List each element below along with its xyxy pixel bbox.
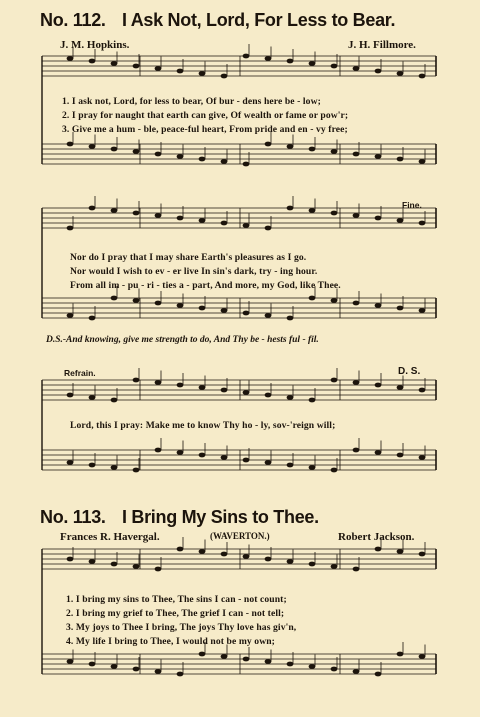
- note-head: [243, 311, 250, 316]
- note-head: [287, 463, 294, 468]
- note-head: [375, 383, 382, 388]
- note-head: [199, 453, 206, 458]
- note-head: [89, 144, 96, 149]
- note-head: [221, 74, 228, 79]
- note-head: [353, 567, 360, 572]
- note-head: [353, 152, 360, 157]
- note-head: [353, 213, 360, 218]
- note-head: [419, 654, 426, 659]
- note-head: [221, 552, 228, 557]
- note-head: [133, 298, 140, 303]
- note-head: [397, 453, 404, 458]
- note-head: [309, 664, 316, 669]
- note-head: [133, 667, 140, 672]
- note-head: [111, 296, 118, 301]
- note-head: [265, 393, 272, 398]
- staff: [42, 144, 436, 164]
- note-head: [155, 66, 162, 71]
- note-head: [287, 144, 294, 149]
- note-head: [199, 652, 206, 657]
- note-head: [89, 463, 96, 468]
- note-head: [397, 652, 404, 657]
- note-head: [375, 672, 382, 677]
- note-head: [397, 218, 404, 223]
- note-head: [155, 448, 162, 453]
- staff: [42, 298, 436, 318]
- hymn-112-line2-stanza-1: Nor do I pray that I may share Earth's pleasures as I go.: [70, 252, 307, 263]
- hymn-113-author: Frances R. Havergal.: [60, 531, 160, 543]
- note-head: [89, 395, 96, 400]
- note-head: [309, 147, 316, 152]
- note-head: [353, 669, 360, 674]
- note-head: [177, 303, 184, 308]
- note-head: [331, 211, 338, 216]
- note-head: [199, 385, 206, 390]
- note-head: [331, 468, 338, 473]
- note-head: [111, 208, 118, 213]
- note-head: [155, 669, 162, 674]
- note-head: [67, 142, 74, 147]
- note-head: [177, 672, 184, 677]
- note-head: [375, 547, 382, 552]
- note-head: [397, 306, 404, 311]
- note-head: [265, 226, 272, 231]
- note-head: [221, 308, 228, 313]
- note-head: [419, 159, 426, 164]
- note-head: [287, 395, 294, 400]
- note-head: [331, 667, 338, 672]
- note-head: [353, 66, 360, 71]
- note-head: [133, 211, 140, 216]
- note-head: [419, 308, 426, 313]
- note-head: [221, 159, 228, 164]
- note-head: [221, 654, 228, 659]
- note-head: [199, 218, 206, 223]
- note-head: [155, 152, 162, 157]
- note-head: [353, 448, 360, 453]
- note-head: [221, 455, 228, 460]
- note-head: [155, 301, 162, 306]
- note-head: [133, 149, 140, 154]
- hymn-113-number: No. 113.: [40, 507, 106, 527]
- note-head: [67, 226, 74, 231]
- note-head: [177, 383, 184, 388]
- note-head: [89, 206, 96, 211]
- note-head: [397, 157, 404, 162]
- note-head: [309, 562, 316, 567]
- note-head: [419, 455, 426, 460]
- note-head: [111, 147, 118, 152]
- note-head: [221, 221, 228, 226]
- note-head: [419, 552, 426, 557]
- note-head: [67, 313, 74, 318]
- note-head: [221, 388, 228, 393]
- note-head: [375, 303, 382, 308]
- note-head: [89, 59, 96, 64]
- note-head: [199, 157, 206, 162]
- hymn-113-stanza-2: 2. I bring my grief to Thee, The grief I can - not tell;: [66, 608, 285, 619]
- note-head: [67, 659, 74, 664]
- note-head: [331, 378, 338, 383]
- hymn-112-heading: [40, 10, 460, 31]
- note-head: [331, 149, 338, 154]
- staff: [42, 654, 436, 674]
- hymn-112-stanza-3: 3. Give me a hum - ble, peace-ful heart, From pride and en - vy free;: [62, 124, 348, 135]
- hymn-113-stanza-3: 3. My joys to Thee I bring, The joys Thy love has giv'n,: [66, 622, 297, 633]
- note-head: [111, 465, 118, 470]
- note-head: [67, 557, 74, 562]
- note-head: [89, 559, 96, 564]
- note-head: [177, 547, 184, 552]
- refrain-label: Refrain.: [64, 368, 96, 378]
- hymn-112-stanza-1: 1. I ask not, Lord, for less to bear, Of bur - dens here be - low;: [62, 96, 321, 107]
- note-head: [353, 380, 360, 385]
- note-head: [265, 313, 272, 318]
- note-head: [265, 56, 272, 61]
- note-head: [287, 559, 294, 564]
- note-head: [331, 564, 338, 569]
- note-head: [155, 213, 162, 218]
- hymn-113-stanza-4: 4. My life I bring to Thee, I would not be my own;: [66, 636, 275, 647]
- note-head: [243, 554, 250, 559]
- note-head: [199, 549, 206, 554]
- fine-label: Fine.: [402, 200, 422, 210]
- note-head: [111, 61, 118, 66]
- note-head: [375, 450, 382, 455]
- note-head: [177, 450, 184, 455]
- hymn-112-author: J. M. Hopkins.: [60, 39, 130, 51]
- note-head: [287, 206, 294, 211]
- note-head: [243, 54, 250, 59]
- note-head: [111, 562, 118, 567]
- hymn-113-tune: (WAVERTON.): [210, 531, 270, 541]
- ds-label: D. S.: [398, 366, 421, 377]
- note-head: [155, 380, 162, 385]
- note-head: [331, 298, 338, 303]
- note-head: [133, 564, 140, 569]
- note-head: [243, 458, 250, 463]
- note-head: [243, 390, 250, 395]
- note-head: [397, 385, 404, 390]
- note-head: [89, 316, 96, 321]
- note-head: [177, 216, 184, 221]
- note-head: [287, 662, 294, 667]
- note-head: [199, 71, 206, 76]
- note-head: [375, 69, 382, 74]
- note-head: [353, 301, 360, 306]
- note-head: [309, 208, 316, 213]
- note-head: [67, 460, 74, 465]
- hymn-113-title: I Bring My Sins to Thee.: [122, 507, 319, 527]
- note-head: [133, 378, 140, 383]
- hymn-112-stanza-2: 2. I pray for naught that earth can give, Of wealth or fame or pow'r;: [62, 110, 349, 121]
- note-head: [89, 662, 96, 667]
- hymn-113-heading: [40, 507, 460, 528]
- staff: [42, 549, 436, 569]
- ds-text-line: D.S.-And knowing, give me strength to do, And Thy be - hests ful - fil.: [46, 335, 319, 345]
- note-head: [265, 659, 272, 664]
- note-head: [419, 74, 426, 79]
- note-head: [397, 71, 404, 76]
- note-head: [243, 223, 250, 228]
- note-head: [331, 64, 338, 69]
- note-head: [309, 398, 316, 403]
- note-head: [133, 468, 140, 473]
- note-head: [199, 306, 206, 311]
- note-head: [111, 398, 118, 403]
- note-head: [265, 460, 272, 465]
- note-head: [177, 69, 184, 74]
- hymn-112-line2-stanza-3: From all im - pu - ri - ties a - part, And more, my God, like Thee.: [70, 280, 341, 291]
- hymn-112-title: I Ask Not, Lord, For Less to Bear.: [122, 10, 396, 30]
- note-head: [287, 316, 294, 321]
- note-head: [177, 154, 184, 159]
- note-head: [265, 557, 272, 562]
- note-head: [397, 549, 404, 554]
- note-head: [111, 664, 118, 669]
- note-head: [419, 388, 426, 393]
- note-head: [133, 64, 140, 69]
- note-head: [243, 162, 250, 167]
- note-head: [265, 142, 272, 147]
- note-head: [375, 154, 382, 159]
- note-head: [375, 216, 382, 221]
- hymn-113-stanza-1: 1. I bring my sins to Thee, The sins I can - not count;: [66, 594, 287, 605]
- note-head: [67, 393, 74, 398]
- hymn-112-line2-stanza-2: Nor would I wish to ev - er live In sin's dark, try - ing hour.: [70, 266, 318, 277]
- hymn-112-composer: J. H. Fillmore.: [348, 39, 416, 51]
- note-head: [309, 465, 316, 470]
- note-head: [243, 657, 250, 662]
- note-head: [309, 296, 316, 301]
- refrain-lyric: Lord, this I pray: Make me to know Thy ho - ly, sov-'reign will;: [70, 420, 336, 431]
- note-head: [155, 567, 162, 572]
- note-head: [309, 61, 316, 66]
- note-head: [67, 56, 74, 61]
- note-head: [419, 221, 426, 226]
- note-head: [287, 59, 294, 64]
- hymn-112-number: No. 112.: [40, 10, 106, 30]
- hymn-113-composer: Robert Jackson.: [338, 531, 415, 543]
